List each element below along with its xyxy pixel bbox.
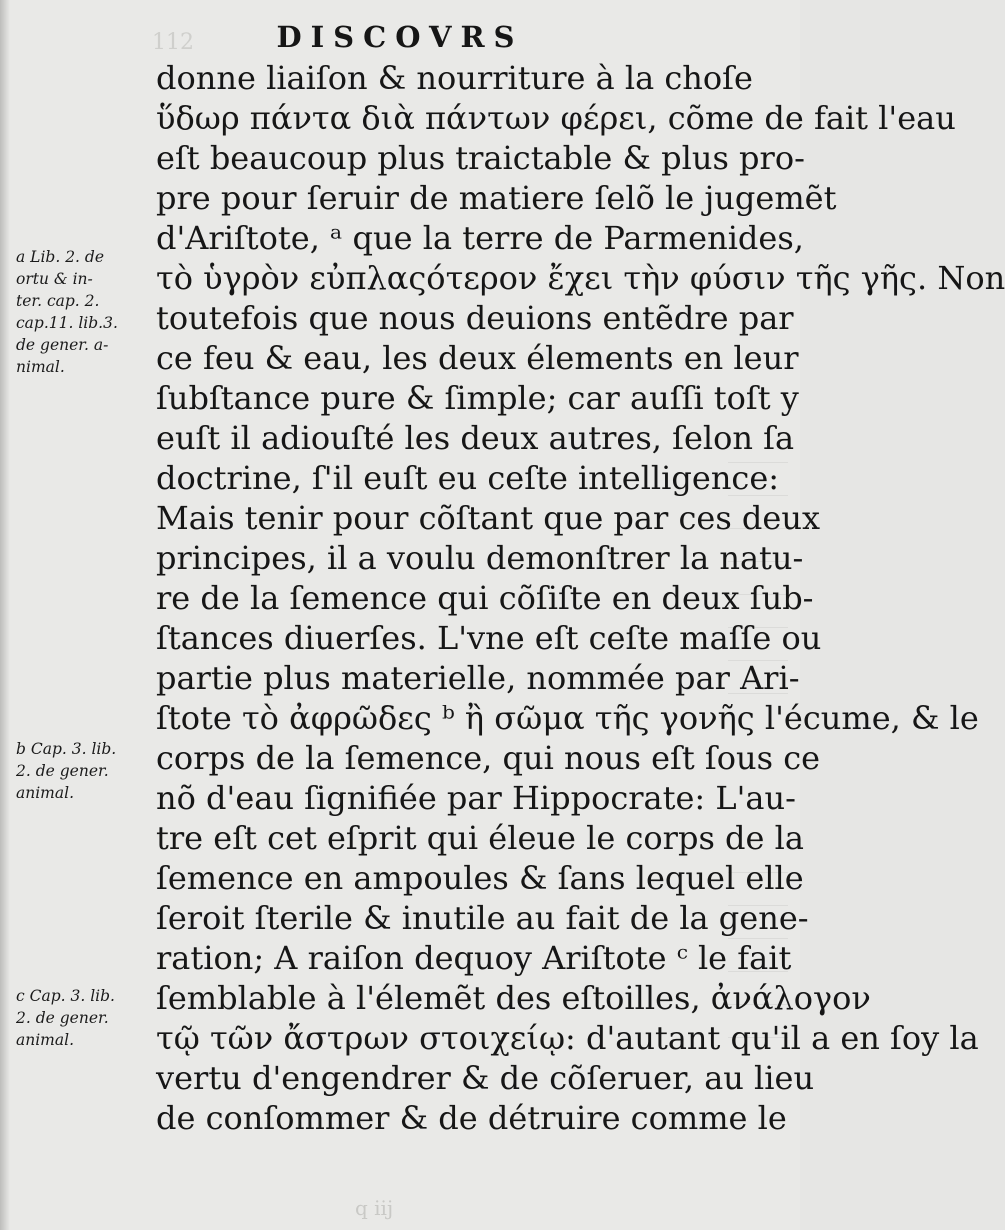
text-line: nõ d'eau ſignifiée par Hippocrate: L'au- <box>156 779 796 817</box>
text-line: eſt beaucoup plus traictable & plus pro- <box>156 139 805 177</box>
page-edge-shadow <box>0 0 10 1230</box>
margin-note-a <box>16 246 156 378</box>
note-line: de gener. a- <box>16 336 109 354</box>
text-line: d'Ariſtote, ᵃ que la terre de Parmenides, <box>156 219 804 257</box>
note-line: 2. de gener. <box>16 1009 109 1027</box>
running-head <box>0 20 800 60</box>
ghost-signature-mark: q iij <box>355 1196 394 1220</box>
text-line: ſemence en ampoules & ſans lequel elle <box>156 859 804 897</box>
note-line: ter. cap. 2. <box>16 292 100 310</box>
note-line: nimal. <box>16 358 65 376</box>
text-line: Mais tenir pour cõſtant que par ces deux <box>156 499 820 537</box>
ghost-page-number: 112 <box>152 30 194 55</box>
text-line: τῷ τῶν ἄστρων στοιχείῳ: d'autant qu'il a en ſoy la <box>156 1019 979 1057</box>
text-line: ſeroit ſterile & inutile au fait de la gene- <box>156 899 809 937</box>
note-line: cap.11. lib.3. <box>16 314 118 332</box>
text-line: corps de la ſemence, qui nous eſt ſous ce <box>156 739 821 777</box>
note-line: animal. <box>16 784 75 802</box>
text-line: τὸ ὑγρὸν εὐπλαςότερον ἔχει τὴν φύσιν τῆς γῆς. Non <box>156 259 1005 297</box>
note-line: b Cap. 3. lib. <box>16 740 117 758</box>
text-line: de conſommer & de détruire comme le <box>156 1099 787 1137</box>
text-line: ſtances diuerſes. L'vne eſt ceſte maſſe ou <box>156 619 822 657</box>
main-text-block <box>156 58 1005 1138</box>
text-line: ſemblable à l'élemẽt des eſtoilles, ἀνάλογον <box>156 979 871 1017</box>
text-line: principes, il a voulu demonſtrer la natu- <box>156 539 804 577</box>
text-line: ſtote τὸ ἀφρῶδες ᵇ ἢ σῶμα τῆς γονῆς l'écume, & le <box>156 699 979 737</box>
text-line: euſt il adiouſté les deux autres, ſelon ſa <box>156 419 795 457</box>
text-line: doctrine, ſ'il euſt eu ceſte intelligence: <box>156 459 780 497</box>
note-line: animal. <box>16 1031 75 1049</box>
text-line: ration; A raiſon dequoy Ariſtote ᶜ le fait <box>156 939 792 977</box>
text-line: toutefois que nous deuions entẽdre par <box>156 299 794 337</box>
text-line: pre pour ſeruir de matiere ſelõ le jugemẽt <box>156 179 837 217</box>
text-line: ce feu & eau, les deux élements en leur <box>156 339 799 377</box>
text-line: ὕδωρ πάντα διὰ πάντων φέρει, cõme de fait l'eau <box>156 99 956 137</box>
note-line: 2. de gener. <box>16 762 109 780</box>
text-line: donne liaiſon & nourriture à la choſe <box>156 59 753 97</box>
text-line: ſubſtance pure & ſimple; car auſſi toſt y <box>156 379 799 417</box>
margin-note-b <box>16 738 156 804</box>
note-line: a Lib. 2. de <box>16 248 105 266</box>
note-line: ortu & in- <box>16 270 93 288</box>
page-title: DISCOVRS <box>276 20 524 54</box>
text-line: partie plus materielle, nommée par Ari- <box>156 659 800 697</box>
text-line: tre eſt cet eſprit qui éleue le corps de la <box>156 819 804 857</box>
text-line: re de la ſemence qui cõſiſte en deux ſub- <box>156 579 814 617</box>
margin-note-c <box>16 985 156 1051</box>
note-line: c Cap. 3. lib. <box>16 987 115 1005</box>
text-line: vertu d'engendrer & de cõſeruer, au lieu <box>156 1059 815 1097</box>
